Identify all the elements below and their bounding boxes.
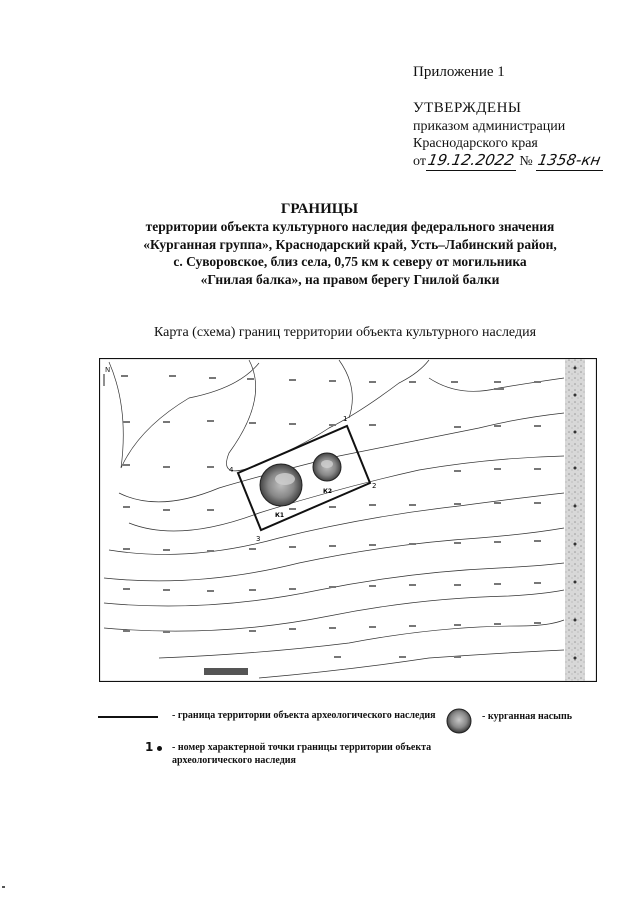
mound-k1 [260, 464, 302, 506]
subtitle-line: «Гнилая балка», на правом берегу Гнилой балки [200, 271, 500, 287]
map-point-label: 1 [343, 415, 348, 423]
legend-point-dot [157, 746, 162, 751]
legend-point-text: - номер характерной точки границы территории объекта археологического наследия [172, 742, 432, 766]
date-field [426, 152, 516, 171]
map-point-label: 4 [229, 466, 234, 474]
map-side-strip [565, 359, 585, 681]
scan-mark [2, 886, 5, 888]
number-handwritten: 1358-кн [536, 151, 603, 169]
map-point-label: 3 [256, 535, 261, 543]
legend-point-number: 1 [145, 740, 154, 754]
legend-boundary-line [98, 716, 158, 718]
appendix-label: Приложение 1 [413, 64, 505, 80]
document-subtitle [60, 218, 639, 288]
subtitle-line: территории объекта культурного наследия федерального значения [145, 219, 555, 234]
legend-mound-icon [446, 708, 472, 734]
order-line-2: Краснодарского края [413, 136, 538, 151]
legend-mound-text: - курганная насыпь [482, 711, 573, 722]
date-prefix: от [413, 154, 426, 169]
boundary-map [99, 358, 597, 682]
subtitle-line: «Курганная группа», Краснодарский край, Усть–Лабинский район, [143, 236, 557, 252]
legend-boundary-text: - граница территории объекта археологического наследия [172, 710, 436, 721]
document-title: ГРАНИЦЫ [280, 201, 359, 217]
order-date-number-line [413, 152, 603, 171]
number-prefix: № [519, 154, 533, 169]
road-label-block [204, 668, 248, 675]
subtitle-line: с. Суворовское, близ села, 0,75 км к северу от могильника [173, 254, 527, 269]
number-field [536, 152, 602, 171]
date-handwritten: 19.12.2022 [426, 151, 516, 169]
order-line-1: приказом администрации [413, 119, 566, 134]
map-point-label: 2 [372, 482, 377, 490]
approved-label: УТВЕРЖДЕНЫ [413, 100, 522, 116]
mound-label: К2 [323, 488, 333, 495]
map-heading: Карта (схема) границ территории объекта культурного наследия [153, 325, 537, 340]
mound-label: К1 [275, 512, 285, 519]
map-frame [100, 359, 597, 682]
svg-text:N: N [105, 366, 111, 374]
